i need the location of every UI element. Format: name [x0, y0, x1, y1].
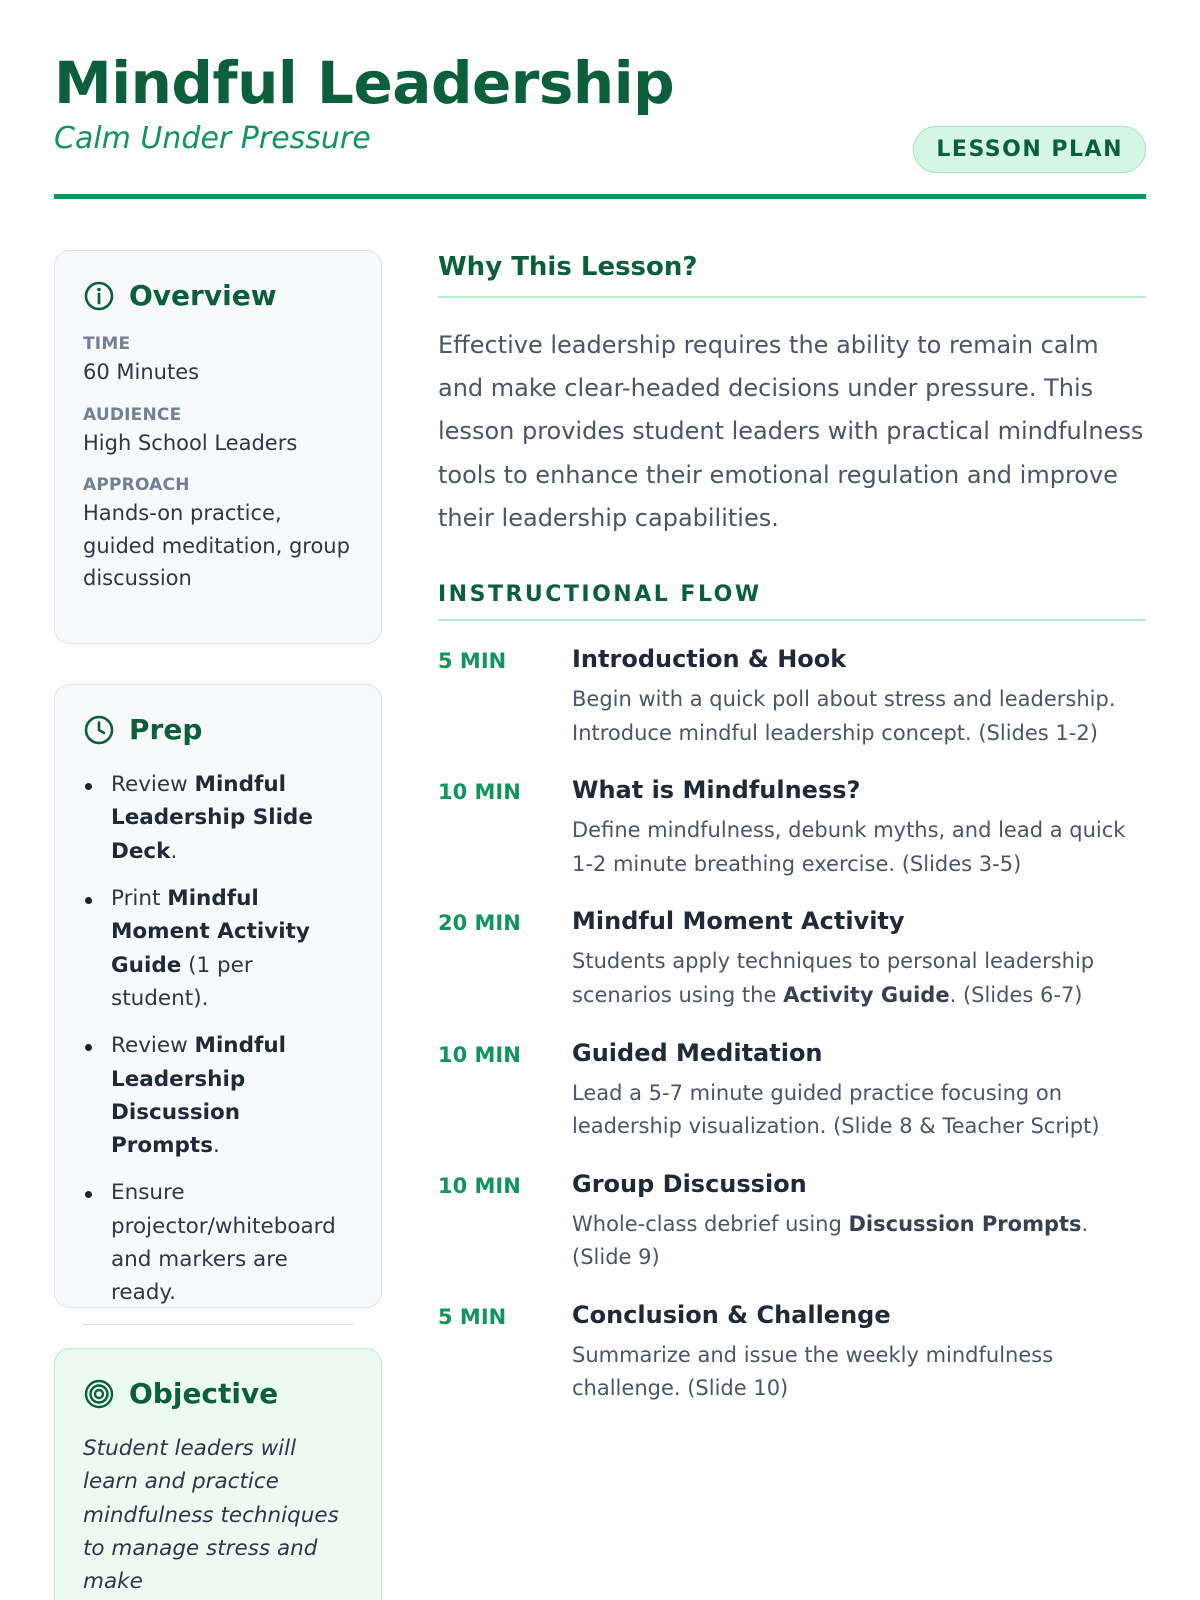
- flow-item: [438, 1170, 1146, 1275]
- overview-title: Overview: [129, 279, 277, 312]
- objective-card: [54, 1348, 382, 1600]
- list-item: Review Mindful Leadership Slide Deck.: [83, 768, 353, 868]
- prep-title: Prep: [129, 713, 203, 746]
- prep-card: [54, 684, 382, 1308]
- flow-time: 10 MIN: [438, 1042, 521, 1067]
- target-icon: [83, 1378, 115, 1410]
- flow-heading: INSTRUCTIONAL FLOW: [438, 582, 1146, 621]
- overview-heading: [83, 279, 353, 312]
- flow-desc: Define mindfulness, debunk myths, and lead a quick 1-2 minute breathing exercise. (Slides 3-5): [572, 818, 1126, 876]
- objective-heading: [83, 1377, 353, 1410]
- objective-text: Student leaders will learn and practice mindfulness techniques to manage stress and make: [83, 1436, 339, 1595]
- flow-item: [438, 776, 1146, 881]
- time-label: TIME: [83, 334, 131, 354]
- flow-time: 10 MIN: [438, 1173, 521, 1198]
- why-heading: Why This Lesson?: [438, 252, 1146, 298]
- flow-title: Guided Meditation: [572, 1038, 823, 1067]
- list-item: Print Mindful Moment Activity Guide (1 per student).: [83, 882, 353, 1015]
- flow-desc: Lead a 5-7 minute guided practice focusing on leadership visualization. (Slide 8 & Teacher Script): [572, 1080, 1100, 1139]
- overview-card: [54, 250, 382, 644]
- prep-heading: [83, 713, 353, 746]
- flow-time: 5 MIN: [438, 1304, 507, 1329]
- flow-time: 10 MIN: [438, 780, 521, 805]
- flow-list: [438, 645, 1146, 1406]
- prep-list: [83, 768, 353, 1310]
- flow-time: 20 MIN: [438, 911, 521, 936]
- flow-title: Introduction & Hook: [572, 644, 847, 673]
- page-title: Mindful Leadership: [54, 49, 675, 117]
- page-subtitle: Calm Under Pressure: [54, 120, 371, 156]
- lesson-plan-badge: LESSON PLAN: [913, 126, 1146, 173]
- flow-title: Mindful Moment Activity: [572, 907, 905, 936]
- flow-desc: Whole-class debrief using Discussion Prompts. (Slide 9): [572, 1211, 1089, 1270]
- flow-title: What is Mindfulness?: [572, 776, 861, 805]
- header-divider: [54, 194, 1146, 199]
- info-icon: [83, 280, 115, 312]
- flow-title: Group Discussion: [572, 1169, 807, 1198]
- audience-label: AUDIENCE: [83, 404, 182, 425]
- page-header: [54, 49, 1146, 162]
- approach-value: Hands-on practice, guided meditation, group discussion: [83, 501, 350, 591]
- approach-label: APPROACH: [83, 475, 190, 496]
- audience-value: High School Leaders: [83, 430, 298, 455]
- main-content: [438, 252, 1146, 1432]
- flow-item: [438, 907, 1146, 1012]
- list-item: Review Mindful Leadership Discussion Prompts.: [83, 1029, 353, 1162]
- flow-item: [438, 645, 1146, 750]
- flow-item: [438, 1301, 1146, 1406]
- clock-icon: [83, 714, 115, 746]
- flow-desc: Begin with a quick poll about stress and leadership. Introduce mindful leadership concept. (Slides 1-2): [572, 686, 1116, 745]
- flow-desc: Summarize and issue the weekly mindfulness challenge. (Slide 10): [572, 1342, 1054, 1401]
- objective-title: Objective: [129, 1377, 279, 1410]
- flow-time: 5 MIN: [438, 648, 507, 673]
- why-text: Effective leadership requires the ability to remain calm and make clear-headed decisions under pressure. This lesson provides student leaders with practical mindfulness tools to enhance their emotional regulation and improve their leadership capabilities.: [438, 331, 1144, 532]
- flow-desc: Students apply techniques to personal leadership scenarios using the Activity Guide. (Slides 6-7): [572, 949, 1095, 1007]
- list-item: Ensure projector/whiteboard and markers are ready.: [83, 1176, 353, 1309]
- time-value: 60 Minutes: [83, 360, 200, 384]
- prep-divider: [83, 1324, 353, 1325]
- flow-title: Conclusion & Challenge: [572, 1300, 891, 1329]
- flow-item: [438, 1039, 1146, 1144]
